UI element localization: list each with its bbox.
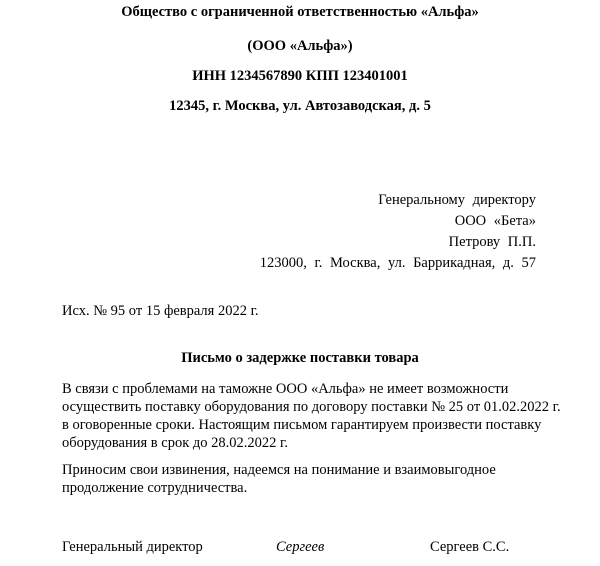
company-name: Общество с ограниченной ответственностью «Альфа» (121, 4, 479, 20)
paragraph-1 (62, 380, 561, 452)
signatory-name: Сергеев С.С. (430, 539, 510, 555)
letter-title: Письмо о задержке поставки товара (181, 350, 419, 366)
outgoing-reference: Исх. № 95 от 15 февраля 2022 г. (62, 303, 259, 319)
recipient-name: Петрову П.П. (448, 234, 536, 250)
recipient-block (260, 190, 536, 274)
recipient-position: Генеральному директору (378, 192, 536, 208)
paragraph-2 (62, 461, 496, 497)
recipient-address: 123000, г. Москва, ул. Баррикадная, д. 57 (259, 255, 536, 271)
company-tax-ids: ИНН 1234567890 КПП 123401001 (192, 68, 408, 84)
company-short-name: (ООО «Альфа») (247, 38, 353, 54)
paragraph-1-line: В связи с проблемами на таможне ООО «Альфа» не имеет возможности (62, 381, 509, 397)
handwritten-signature: Сергеев (276, 539, 325, 555)
company-address: 12345, г. Москва, ул. Автозаводская, д. 5 (169, 98, 431, 114)
paragraph-2-line: Приносим свои извинения, надеемся на понимание и взаимовыгодное (62, 462, 496, 478)
paragraph-2-line: продолжение сотрудничества. (62, 480, 248, 496)
recipient-company: ООО «Бета» (454, 213, 536, 229)
paragraph-1-line: в оговоренные сроки. Настоящим письмом гарантируем произвести поставку (62, 417, 542, 433)
signature-position: Генеральный директор (62, 539, 203, 555)
paragraph-1-line: оборудования в срок до 28.02.2022 г. (62, 435, 288, 451)
paragraph-1-line: осуществить поставку оборудования по договору поставки № 25 от 01.02.2022 г. (62, 399, 561, 415)
